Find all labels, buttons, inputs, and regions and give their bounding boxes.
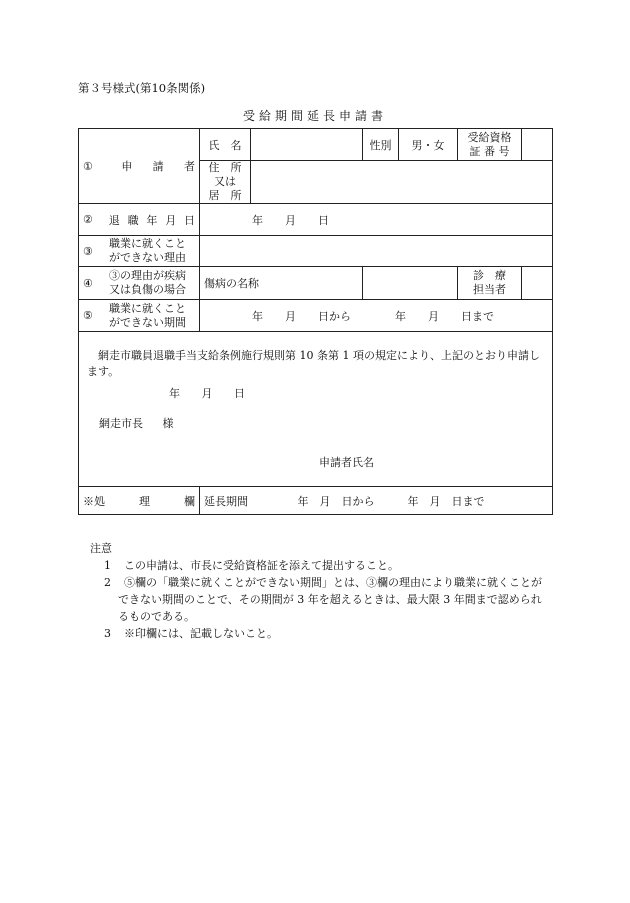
declaration-addressee: 網走市長 様	[99, 417, 174, 430]
declaration-date[interactable]: 年 月 日	[169, 387, 245, 400]
note-item	[90, 557, 552, 574]
inability-period-field[interactable]	[200, 300, 553, 332]
inability-period-text: 年 月 日から 年 月 日まで	[252, 309, 494, 323]
row-number: ①	[83, 159, 93, 173]
row-number: ②	[83, 213, 93, 226]
retirement-date-label	[79, 204, 200, 236]
note-number: 3	[104, 627, 111, 640]
form-number: 第３号様式(第10条関係)	[78, 81, 206, 95]
retirement-date-field[interactable]	[200, 204, 553, 236]
disease-name-label	[200, 267, 363, 300]
doctor-label-line: 診 療	[473, 269, 506, 282]
address-field[interactable]	[251, 161, 553, 204]
address-label-line: 又は	[214, 175, 236, 188]
office-label-char: ※処	[83, 494, 105, 508]
illness-label-line: ③の理由が疾病	[109, 269, 186, 282]
application-form-table	[78, 128, 553, 515]
inability-period-label	[79, 300, 200, 332]
form-title: 受給期間延長申請書	[242, 109, 387, 123]
retirement-label-char: 年	[146, 213, 158, 227]
applicant-label-cell	[79, 129, 200, 204]
address-label-line: 住 所	[208, 161, 242, 174]
retirement-label-char: 日	[183, 213, 195, 227]
notes-title: 注意	[90, 542, 112, 555]
certificate-number-field[interactable]	[522, 129, 553, 161]
office-label-char: 理	[139, 494, 150, 508]
retirement-label-char: 職	[127, 213, 139, 227]
row-number: ⑤	[83, 309, 93, 322]
certificate-number-label	[458, 129, 522, 161]
doctor-label	[458, 267, 522, 300]
reason-label	[79, 236, 200, 267]
office-label-char: 欄	[184, 494, 195, 508]
retirement-date-text: 年 月 日	[252, 213, 329, 227]
note-item	[90, 625, 552, 642]
extension-period-text: 年 月 日から 年 月 日まで	[297, 494, 485, 508]
reason-label-line: ができない理由	[109, 251, 186, 264]
office-use-field	[200, 487, 553, 515]
disease-name-field[interactable]	[363, 267, 458, 300]
disease-name-label-text: 傷病の名称	[204, 277, 259, 290]
gender-options[interactable]: 男・女	[399, 129, 458, 161]
note-item	[90, 574, 552, 625]
note-text: ※印欄には、記載しないこと。	[124, 627, 278, 640]
doctor-field[interactable]	[522, 267, 553, 300]
address-label	[200, 161, 251, 204]
office-use-label	[79, 487, 200, 515]
applicant-label-char: 者	[183, 160, 195, 173]
declaration-cell	[79, 332, 553, 487]
declaration-text: 網走市職員退職手当支給条例施行規則第 10 条第 1 項の規定により、上記のとおり申請します。	[87, 349, 540, 378]
note-number: 1	[104, 559, 111, 572]
name-label: 氏 名	[200, 129, 251, 161]
certificate-label-line: 受給資格	[467, 130, 512, 144]
applicant-signature-label[interactable]: 申請者氏名	[319, 456, 374, 469]
applicant-label-char: 請	[152, 160, 164, 173]
inability-period-label-line: ができない期間	[109, 315, 186, 329]
address-label-line: 居 所	[208, 189, 242, 202]
reason-label-line: 職業に就くこと	[109, 237, 186, 250]
note-text: この申請は、市長に受給資格証を添えて提出すること。	[124, 559, 399, 572]
applicant-label-char: 申	[121, 160, 133, 173]
note-text: ⑤欄の「職業に就くことができない期間」とは、③欄の理由により職業に就くことができない期間のことで、その期間が 3 年を超えるときは、最大限 3 年間まで認められるものである。	[118, 576, 542, 623]
retirement-label-char: 退	[108, 213, 120, 227]
extension-period-label: 延長期間	[204, 494, 248, 508]
illness-label	[79, 267, 200, 300]
name-field[interactable]	[251, 129, 363, 161]
row-number: ③	[83, 244, 93, 258]
inability-period-label-line: 職業に就くこと	[109, 301, 186, 315]
certificate-label-line: 証 番 号	[469, 144, 510, 158]
doctor-label-line: 担当者	[473, 283, 506, 296]
illness-label-line: 又は負傷の場合	[109, 283, 186, 296]
note-number: 2	[104, 576, 111, 589]
row-number: ④	[83, 276, 93, 290]
notes-section	[90, 540, 552, 642]
retirement-label-char: 月	[165, 213, 177, 227]
gender-label: 性別	[363, 129, 399, 161]
reason-field[interactable]	[200, 236, 553, 267]
